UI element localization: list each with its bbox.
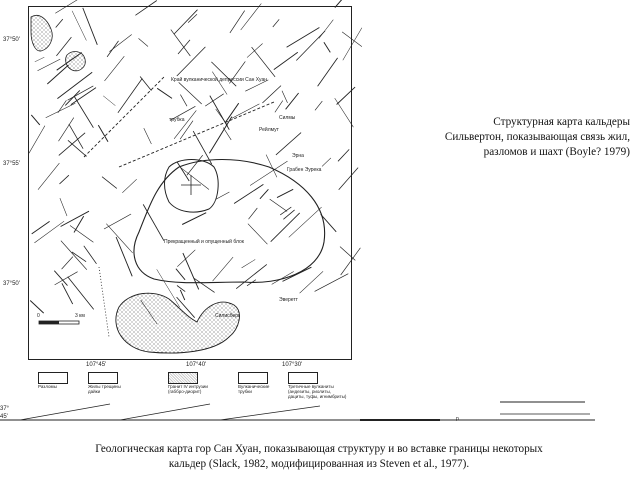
fracture-line xyxy=(260,189,269,199)
fracture-line xyxy=(60,198,67,216)
caption-right-line-1: Структурная карта кальдеры xyxy=(493,116,630,128)
fracture-line xyxy=(109,35,131,52)
sillisberg-label: Силисберг xyxy=(215,313,240,319)
legend-volcanic-symbol xyxy=(288,372,318,384)
fracture-line xyxy=(252,47,276,77)
fracture-line xyxy=(247,44,263,58)
fracture-line xyxy=(339,168,358,190)
fracture-line xyxy=(104,214,131,229)
fracture-line xyxy=(31,115,40,125)
fracture-line xyxy=(157,88,172,98)
small-label-3: Эрна xyxy=(292,153,304,159)
fracture-line xyxy=(180,95,187,107)
pluton-lower xyxy=(116,293,240,353)
caption-right-line-2: Сильвертон, показывающая связь жил, xyxy=(444,131,630,143)
fracture-line xyxy=(57,72,92,98)
legend-granite-symbol xyxy=(168,372,198,384)
lon-label-2: 107°40' xyxy=(186,362,207,368)
strip-label-bottom: 45' xyxy=(0,414,8,420)
legend-volcanic-label: Третичные вулканиты (андезиты, риолиты, дациты, туфы, игнимбриты) xyxy=(288,384,347,399)
fracture-line xyxy=(324,42,330,52)
pluton-small xyxy=(66,52,86,71)
fracture-line xyxy=(116,237,132,276)
fracture-line xyxy=(180,290,185,300)
fracture-line xyxy=(38,163,59,190)
fracture-line xyxy=(183,253,199,289)
fracture-line xyxy=(61,211,89,226)
fracture-line xyxy=(98,125,108,142)
fracture-line xyxy=(59,118,74,142)
fracture-line xyxy=(74,96,93,128)
lat-label-1: 37°50' xyxy=(3,37,20,43)
fracture-line xyxy=(177,162,189,181)
fracture-line xyxy=(30,301,44,314)
caption-right-line-3: разломов и шахт (Boyle? 1979) xyxy=(483,146,630,158)
fracture-line xyxy=(193,131,212,164)
legend-vein-symbol xyxy=(88,372,118,384)
fracture-line xyxy=(174,10,198,34)
fracture-line xyxy=(335,0,360,8)
fracture-line xyxy=(58,100,67,113)
fracture-line xyxy=(60,175,69,184)
fracture-line xyxy=(216,109,228,125)
fracture-line xyxy=(68,277,94,310)
fracture-line xyxy=(315,274,349,292)
fracture-line xyxy=(242,260,256,268)
fracture-line xyxy=(319,20,333,39)
fracture-line xyxy=(139,38,149,46)
legend-fault-symbol xyxy=(38,372,68,384)
fracture-line xyxy=(321,214,337,232)
fracture-line xyxy=(318,58,338,86)
fracture-line xyxy=(35,57,45,62)
structural-map xyxy=(3,6,352,360)
fracture-line xyxy=(289,207,322,237)
fracture-line xyxy=(241,4,262,31)
inset-strip-drawing xyxy=(0,400,600,426)
small-label-4: Эверетт xyxy=(279,297,298,303)
fracture-line xyxy=(343,28,362,61)
fracture-line xyxy=(271,213,300,242)
strip-label-top: 37° xyxy=(0,406,10,412)
fracture-line xyxy=(62,257,73,270)
strip-label-right: р xyxy=(456,416,459,422)
fracture-line xyxy=(275,101,283,113)
fracture-line xyxy=(276,133,301,155)
map-caption-right xyxy=(375,115,630,160)
fracture-line xyxy=(338,149,349,161)
fracture-line xyxy=(296,31,325,61)
fracture-line xyxy=(262,86,281,103)
fracture-line xyxy=(29,126,45,154)
fracture-line xyxy=(230,11,245,33)
fracture-line xyxy=(46,103,76,118)
scale-km: 3 км xyxy=(75,313,85,319)
scale-bar-fill xyxy=(39,321,59,324)
fracture-line xyxy=(105,56,125,81)
fracture-line xyxy=(341,248,361,275)
fracture-line xyxy=(70,226,93,243)
fracture-line xyxy=(300,271,324,293)
fracture-line xyxy=(209,117,232,154)
legend-tube-label: Вулканические трубки xyxy=(238,384,270,394)
caption-bottom-line-2: кальдер (Slack, 1982, модифицированная из Steven et al., 1977). xyxy=(168,458,470,470)
fracture-line xyxy=(181,168,209,190)
dashed-line-2 xyxy=(119,102,274,167)
dashed-line-1 xyxy=(84,77,164,157)
fracture-line xyxy=(277,189,293,197)
pluton-upper xyxy=(31,15,52,51)
fracture-line xyxy=(83,8,98,45)
scale-zero: 0 xyxy=(37,313,40,319)
fracture-line xyxy=(62,283,73,304)
fracture-line xyxy=(286,93,299,109)
graben-label: Грабен Эурека xyxy=(287,167,322,173)
fracture-line xyxy=(47,65,68,84)
legend-tube-symbol xyxy=(238,372,268,384)
fracture-line xyxy=(335,98,354,127)
inset-strip xyxy=(0,400,600,426)
fracture-line xyxy=(34,221,64,243)
dashed-line-3 xyxy=(99,267,109,337)
fracture-line xyxy=(122,179,136,193)
fracture-line xyxy=(274,52,298,69)
tube-label: трубка xyxy=(169,117,185,123)
caldera-edge-label: Край вулканической депрессии Сан Хуан xyxy=(171,77,267,83)
fracture-line xyxy=(38,59,61,71)
fracture-line xyxy=(236,264,267,288)
fracture-line xyxy=(177,47,206,76)
fracture-line xyxy=(232,104,259,118)
fracture-line xyxy=(322,158,331,167)
legend-fault-label: Разломы xyxy=(38,384,57,389)
fracture-line xyxy=(248,224,268,245)
fracture-line xyxy=(187,155,203,175)
fracture-line xyxy=(54,271,67,286)
fracture-line xyxy=(55,272,78,285)
legend-granite-label: Гранит IV интрузии (габбро-диорит) xyxy=(168,384,208,394)
lon-label-3: 107°30' xyxy=(282,362,303,368)
fracture-line xyxy=(213,257,234,281)
fracture-line xyxy=(56,19,63,27)
fracture-line xyxy=(32,221,50,234)
map-drawing xyxy=(29,7,351,359)
fracture-line xyxy=(182,213,206,225)
fracture-line xyxy=(270,199,287,211)
fracture-line xyxy=(72,11,86,41)
fracture-line xyxy=(180,121,193,140)
fracture-line xyxy=(315,101,322,110)
fracture-line xyxy=(223,128,231,140)
legend xyxy=(38,372,348,400)
fracture-line xyxy=(337,87,356,104)
fracture-line xyxy=(103,96,115,106)
fracture-line xyxy=(273,19,279,27)
caption-bottom-line-1: Геологическая карта гор Сан Хуан, показывающая структуру и во вставке границы некоторых xyxy=(95,443,543,455)
fracture-line xyxy=(68,140,87,156)
lat-label-3: 37°50' xyxy=(3,281,20,287)
small-label-2: Силмы xyxy=(279,115,296,121)
intrusion-label: Прекращенный и опущенный блок xyxy=(164,239,244,245)
fracture-line xyxy=(143,204,164,240)
legend-vein-label: Жилы трещины дайки xyxy=(88,384,121,394)
fracture-line xyxy=(174,110,196,138)
fracture-line xyxy=(283,267,312,281)
fracture-line xyxy=(179,82,202,104)
fracture-line xyxy=(249,208,258,219)
caldera-outline xyxy=(134,160,325,283)
fracture-line xyxy=(177,250,195,267)
fracture-line xyxy=(144,128,152,144)
fracture-line xyxy=(102,177,117,189)
fracture-line xyxy=(135,1,156,16)
lat-label-2: 37°55' xyxy=(3,161,20,167)
lon-label-1: 107°45' xyxy=(86,362,107,368)
fracture-line xyxy=(176,269,185,280)
fracture-line xyxy=(234,184,263,203)
fracture-line xyxy=(72,252,86,262)
fracture-line xyxy=(287,28,320,48)
map-caption-bottom xyxy=(0,442,638,472)
fracture-line xyxy=(210,96,230,130)
fracture-line xyxy=(106,224,132,253)
fracture-line xyxy=(118,78,142,112)
small-label-1: Рейлмут xyxy=(259,127,279,133)
